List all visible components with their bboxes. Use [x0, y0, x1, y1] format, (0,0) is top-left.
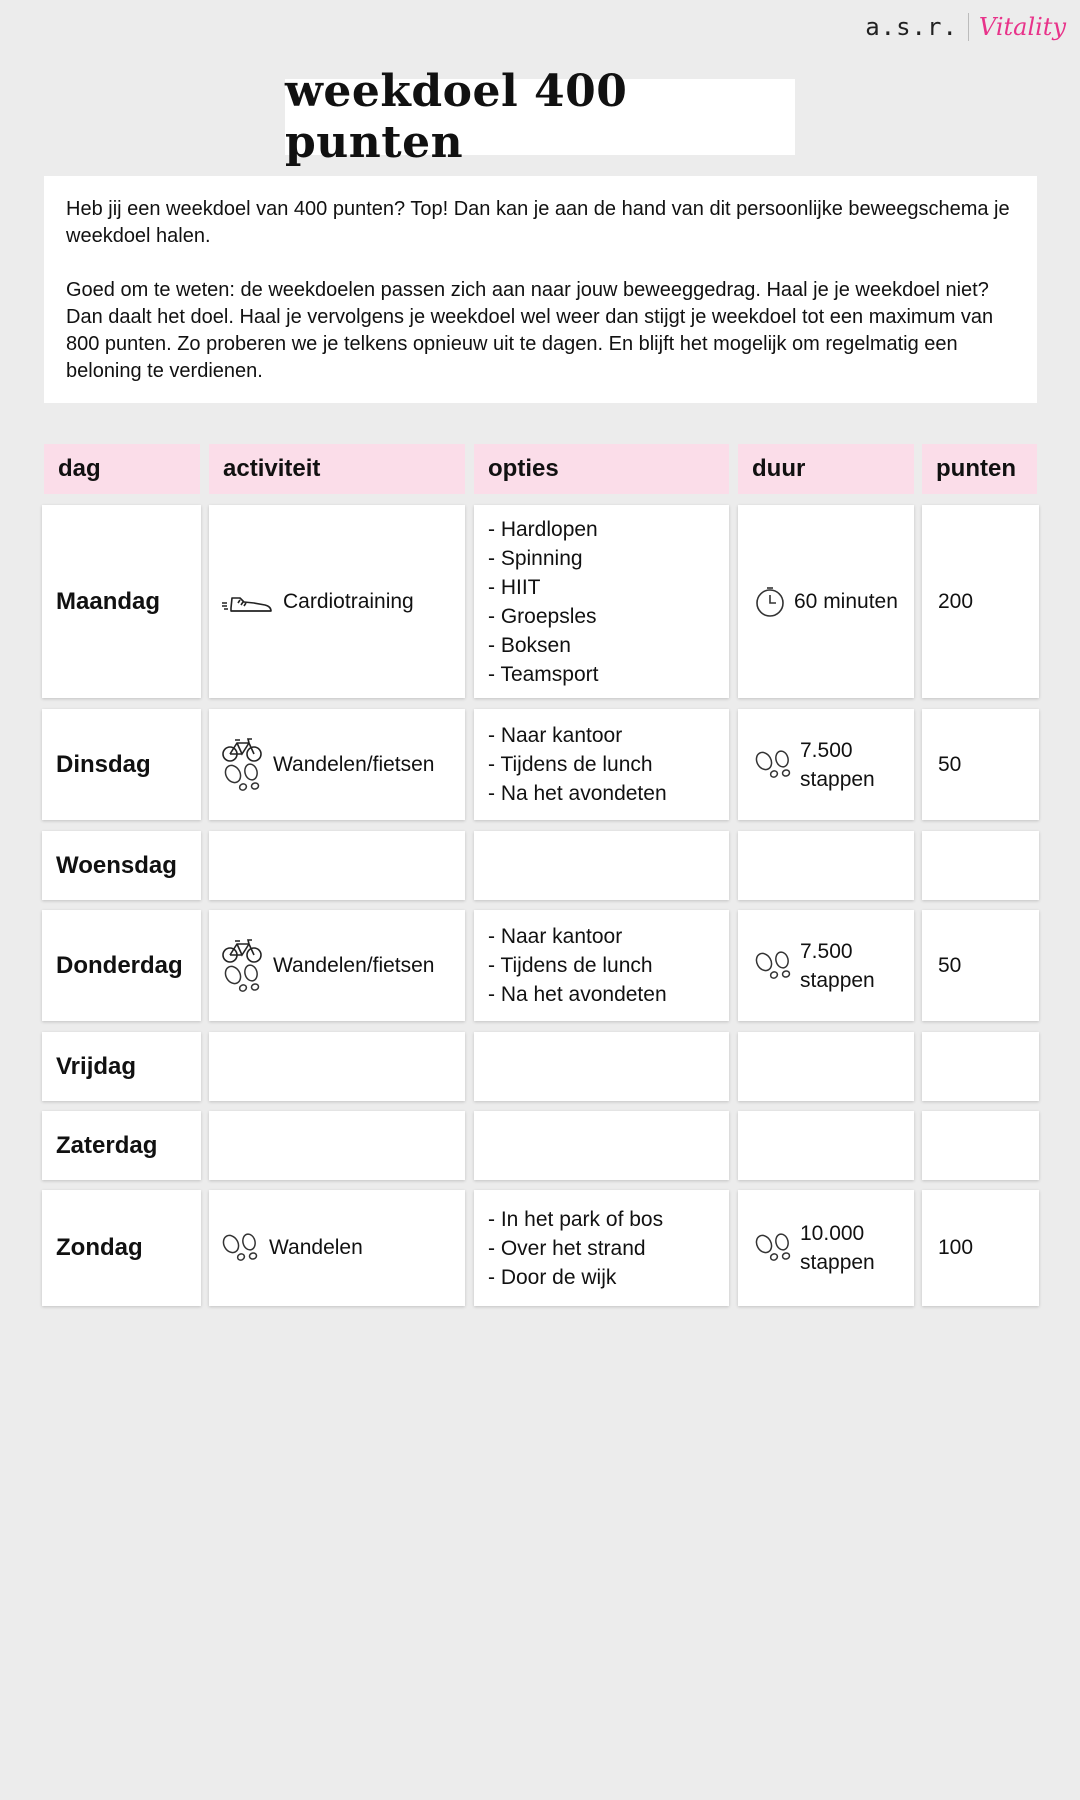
duration-line: stappen — [800, 767, 875, 791]
logo-divider — [968, 13, 969, 41]
footprints-icon — [221, 1233, 259, 1263]
points-cell-donderdag: 50 — [922, 910, 1039, 1021]
option-item: - Teamsport — [488, 662, 599, 686]
option-item: - In het park of bos — [488, 1207, 664, 1231]
asr-logo: a.s.r. — [865, 13, 958, 41]
day-cell-maandag: Maandag — [42, 505, 201, 698]
duration-line: 60 minuten — [794, 590, 898, 613]
points-cell-zaterdag — [922, 1111, 1039, 1180]
option-item: - Na het avondeten — [488, 782, 667, 805]
option-item: - Over het strand — [488, 1236, 646, 1260]
day-cell-woensdag: Woensdag — [42, 831, 201, 900]
option-item: - Hardlopen — [488, 517, 598, 541]
footprints-icon — [754, 1233, 792, 1263]
option-item: - Groepsles — [488, 604, 597, 628]
options-cell-zaterdag — [474, 1111, 729, 1180]
duration-cell-zondag — [738, 1190, 914, 1306]
footprints-icon — [223, 964, 261, 994]
header-punten: punten — [922, 444, 1037, 494]
title-box — [285, 66, 795, 168]
activity-cell-donderdag — [209, 910, 465, 1021]
activity-icons — [221, 737, 263, 793]
option-item: - Naar kantoor — [488, 925, 623, 948]
footprints-icon — [754, 750, 792, 780]
option-item: - Door de wijk — [488, 1265, 617, 1289]
bicycle-icon — [221, 737, 263, 763]
header-opties: opties — [474, 444, 729, 494]
footprints-icon — [223, 763, 261, 793]
points-cell-woensdag — [922, 831, 1039, 900]
duration-line: 10.000 — [800, 1222, 865, 1245]
header-dag: dag — [44, 444, 200, 494]
options-cell-dinsdag — [474, 709, 729, 820]
day-cell-zaterdag: Zaterdag — [42, 1111, 201, 1180]
day-cell-donderdag: Donderdag — [42, 910, 201, 1021]
duration-line: stappen — [800, 1251, 875, 1274]
page-title: weekdoel 400 punten — [285, 66, 628, 168]
day-cell-zondag: Zondag — [42, 1190, 201, 1306]
option-item: - HIIT — [488, 575, 541, 599]
duration-value — [800, 736, 875, 794]
duration-value — [800, 1219, 875, 1277]
vitality-logo: Vitality — [978, 13, 1066, 41]
stopwatch-icon — [754, 586, 786, 618]
activity-label: Wandelen/fietsen — [273, 953, 435, 977]
footprints-icon — [754, 951, 792, 981]
duration-line: stappen — [800, 968, 875, 992]
sneaker-icon — [221, 589, 273, 615]
activity-cell-woensdag — [209, 831, 465, 900]
intro-paragraph-2: Goed om te weten: de weekdoelen passen zich aan naar jouw beweeggedrag. Haal je je weekdoel niet? Dan daalt het doel. Haal je vervolgens je weekdoel wel weer dan stijgt je weekdoel tot een maximum van 800 punten. Zo proberen we je telkens opnieuw uit te dagen. En blijft het mogelijk om regelmatig een beloning te verdienen. — [66, 279, 994, 382]
option-item: - Tijdens de lunch — [488, 954, 653, 977]
activity-cell-dinsdag — [209, 709, 465, 820]
option-item: - Boksen — [488, 633, 571, 657]
duration-value — [800, 937, 875, 995]
duration-cell-zaterdag — [738, 1111, 914, 1180]
duration-value — [794, 587, 898, 616]
header-duur: duur — [738, 444, 914, 494]
activity-label: Wandelen/fietsen — [273, 752, 435, 776]
activity-label: Wandelen — [269, 1236, 363, 1259]
activity-label: Cardiotraining — [283, 589, 414, 613]
options-cell-maandag — [474, 505, 729, 698]
option-item: - Na het avondeten — [488, 983, 667, 1006]
duration-cell-woensdag — [738, 831, 914, 900]
activity-cell-vrijdag — [209, 1032, 465, 1101]
activity-icons — [221, 938, 263, 994]
activity-icons — [221, 1233, 259, 1263]
options-cell-zondag — [474, 1190, 729, 1306]
points-cell-maandag: 200 — [922, 505, 1039, 698]
points-cell-dinsdag: 50 — [922, 709, 1039, 820]
option-item: - Spinning — [488, 546, 583, 570]
options-cell-woensdag — [474, 831, 729, 900]
options-cell-donderdag — [474, 910, 729, 1021]
option-item: - Naar kantoor — [488, 724, 623, 747]
bicycle-icon — [221, 938, 263, 964]
day-cell-vrijdag: Vrijdag — [42, 1032, 201, 1101]
option-item: - Tijdens de lunch — [488, 753, 653, 776]
activity-cell-maandag — [209, 505, 465, 698]
duration-cell-donderdag — [738, 910, 914, 1021]
points-cell-vrijdag — [922, 1032, 1039, 1101]
duration-line: 7.500 — [800, 939, 853, 963]
intro-paragraph-1: Heb jij een weekdoel van 400 punten? Top! Dan kan je aan de hand van dit persoonlijke beweegschema je weekdoel halen. — [66, 198, 1010, 247]
intro-text — [44, 176, 1037, 403]
options-cell-vrijdag — [474, 1032, 729, 1101]
duration-cell-dinsdag — [738, 709, 914, 820]
duration-cell-vrijdag — [738, 1032, 914, 1101]
header-activiteit: activiteit — [209, 444, 465, 494]
duration-cell-maandag — [738, 505, 914, 698]
activity-icons — [221, 589, 273, 615]
activity-cell-zondag — [209, 1190, 465, 1306]
day-cell-dinsdag: Dinsdag — [42, 709, 201, 820]
activity-cell-zaterdag — [209, 1111, 465, 1180]
points-cell-zondag: 100 — [922, 1190, 1039, 1306]
logo — [865, 12, 1066, 42]
duration-line: 7.500 — [800, 738, 853, 762]
